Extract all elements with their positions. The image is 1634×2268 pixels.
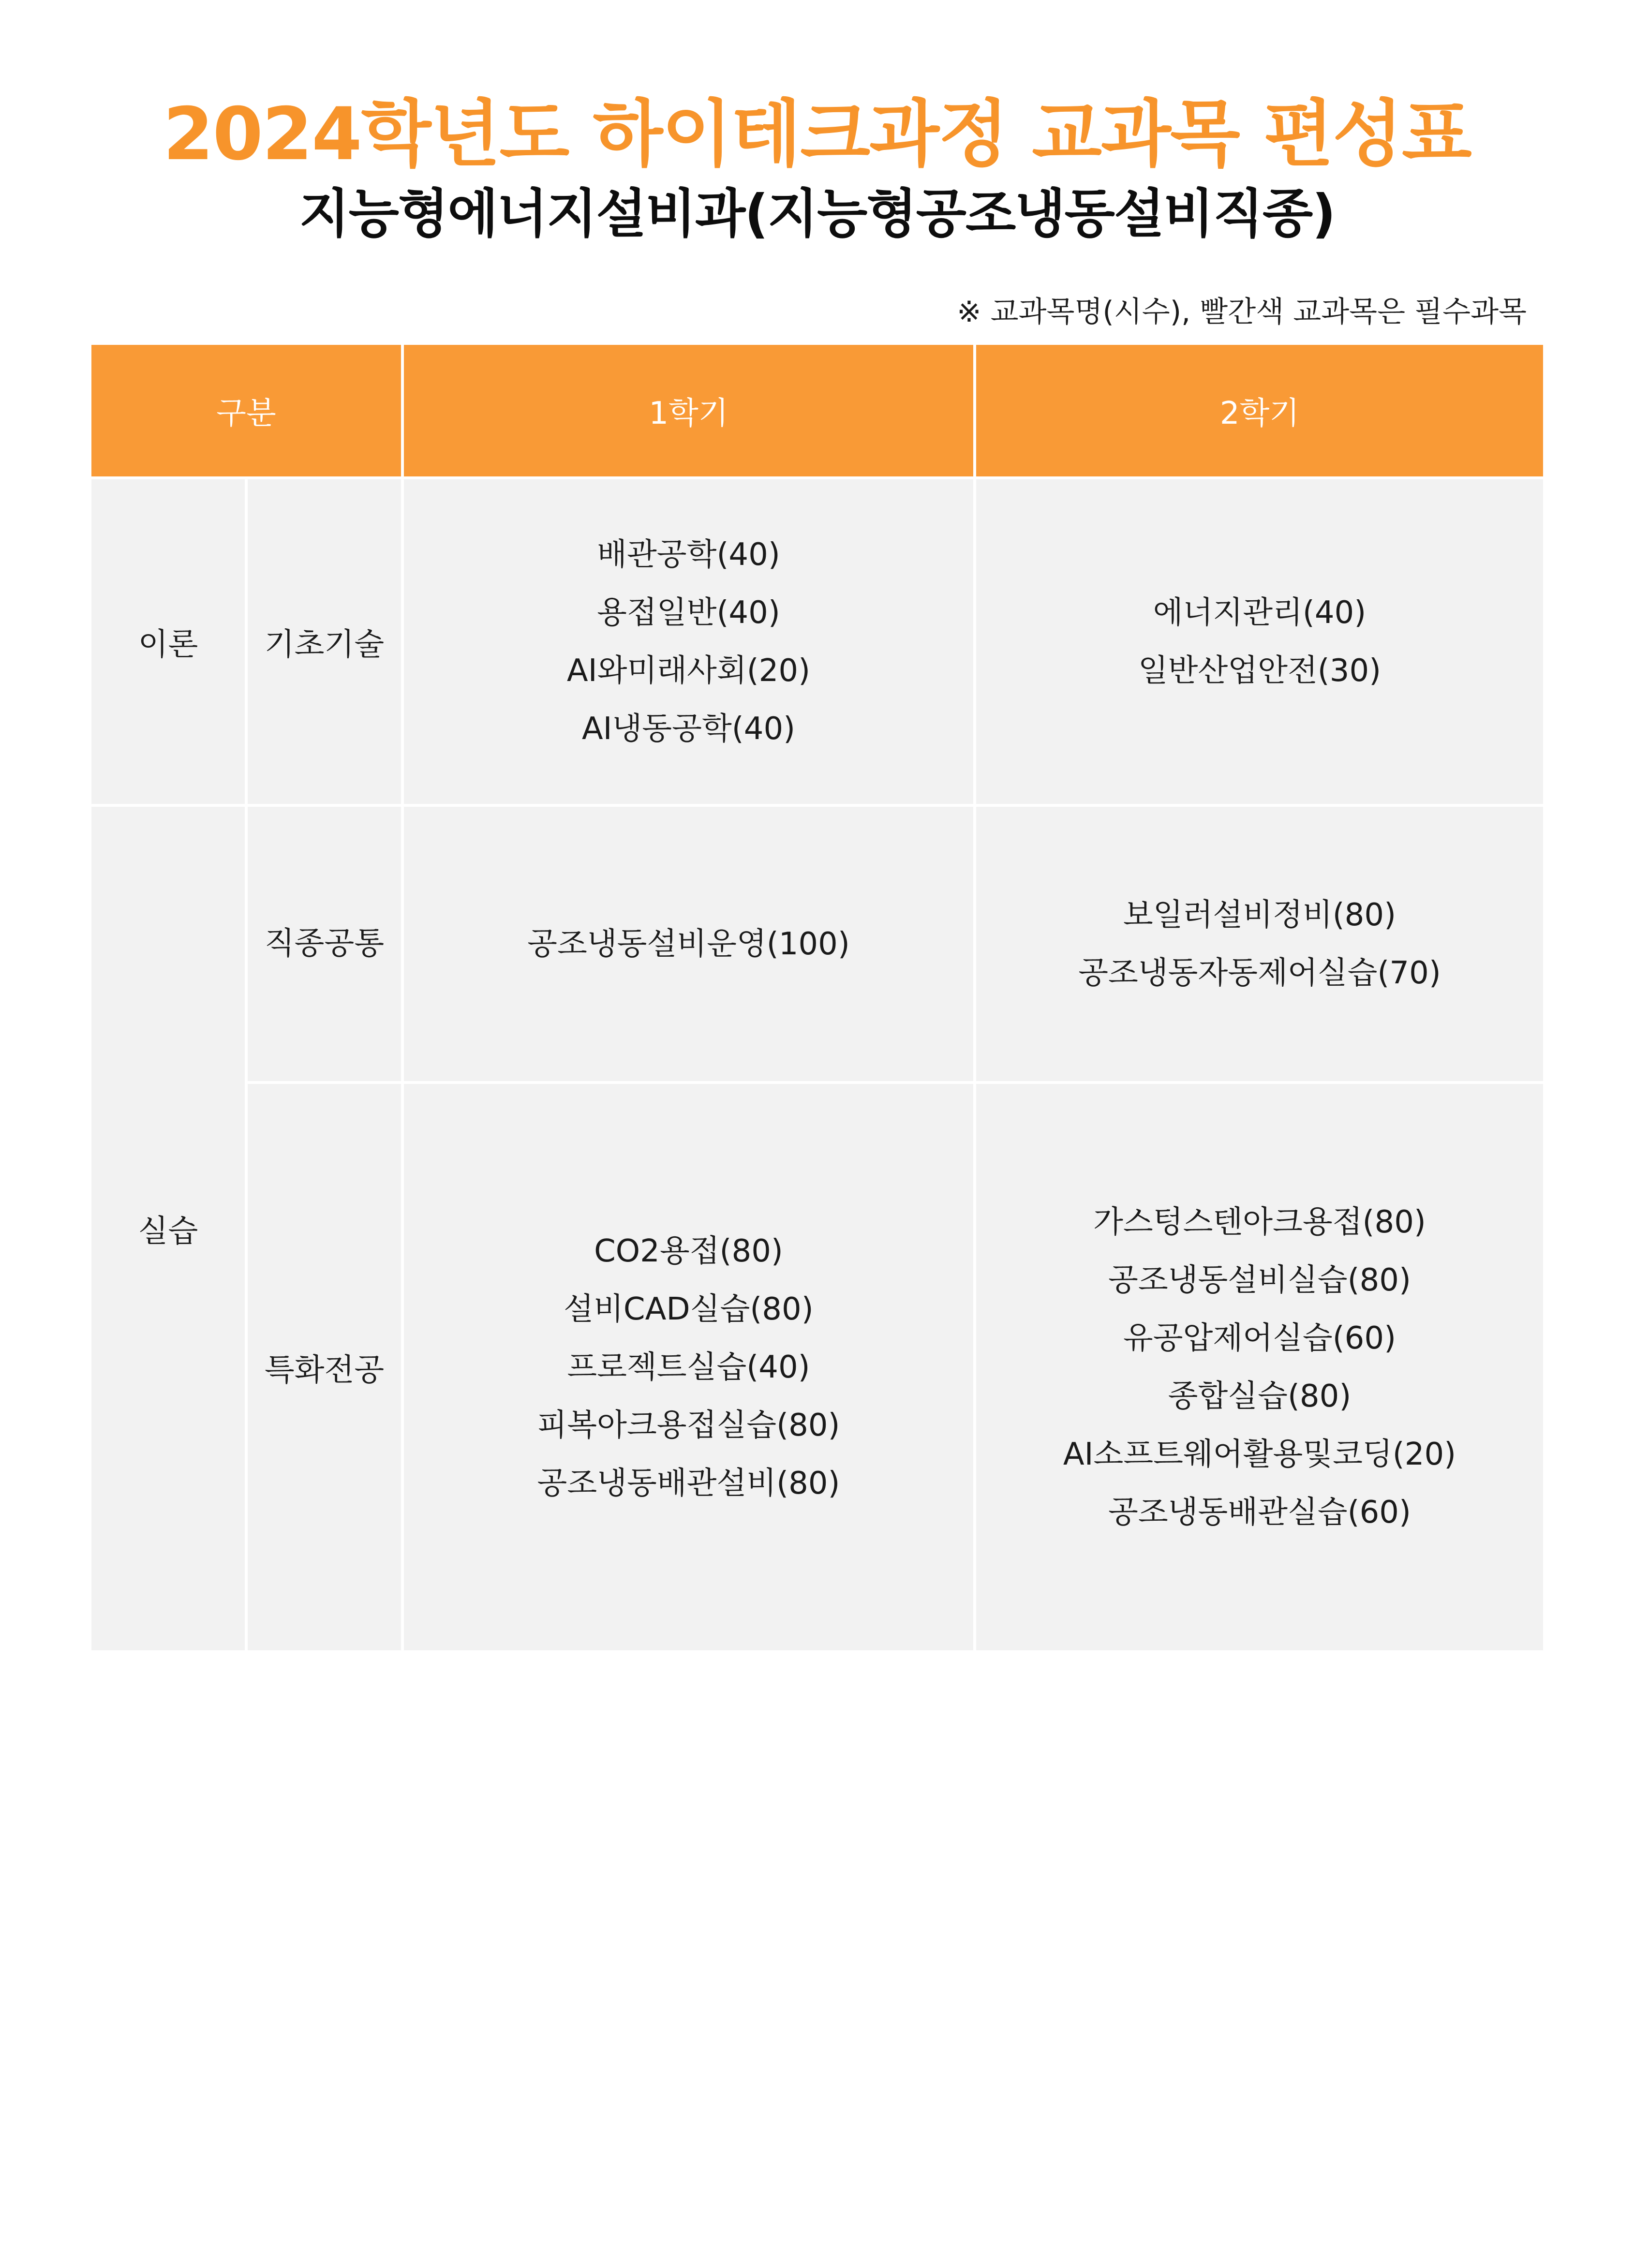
course-item: AI와미래사회(20)	[566, 652, 811, 689]
group-practice-label: 실습	[138, 1214, 198, 1249]
row-basic-label-cell	[248, 479, 401, 804]
course-item: 공조냉동설비실습(80)	[1108, 1262, 1411, 1298]
header-semester2-label: 2학기	[1219, 396, 1300, 431]
group-theory	[91, 479, 245, 804]
course-item: 프로젝트실습(40)	[567, 1349, 810, 1385]
header-category-label: 구분	[216, 396, 276, 431]
row-special-label: 특화전공	[264, 1352, 385, 1388]
course-item: 배관공학(40)	[597, 536, 780, 573]
header-category	[91, 345, 401, 476]
course-item: AI소프트웨어활용및코딩(20)	[1063, 1436, 1456, 1472]
course-item: 공조냉동배관설비(80)	[537, 1465, 840, 1501]
row-common-label-cell	[248, 807, 401, 1081]
header-semester1-label: 1학기	[649, 396, 728, 431]
page-title: 2024학년도 하이테크과정 교과목 편성표	[163, 92, 1471, 177]
course-item: CO2용접(80)	[594, 1233, 783, 1269]
row-basic-semester1	[404, 479, 973, 804]
course-item: 공조냉동설비운영(100)	[527, 926, 850, 962]
course-item: 가스텅스텐아크용접(80)	[1093, 1204, 1426, 1240]
course-item: 종합실습(80)	[1168, 1378, 1352, 1414]
legend-note: ※ 교과목명(시수), 빨간색 교과목은 필수과목	[957, 295, 1527, 329]
row-special-semester2	[976, 1084, 1543, 1650]
row-special-label-cell	[248, 1084, 401, 1650]
course-item: 공조냉동자동제어실습(70)	[1078, 955, 1441, 991]
header-semester2	[976, 345, 1543, 476]
row-basic-label: 기초기술	[264, 626, 385, 663]
group-practice	[91, 807, 245, 1650]
page-subtitle: 지능형에너지설비과(지능형공조냉동설비직종)	[299, 184, 1335, 244]
course-item: 에너지관리(40)	[1153, 594, 1367, 631]
course-item: 피복아크용접실습(80)	[537, 1407, 840, 1443]
row-common-semester2	[976, 807, 1543, 1081]
row-common-semester1	[404, 807, 973, 1081]
header-semester1	[404, 345, 973, 476]
course-item: 일반산업안전(30)	[1138, 652, 1381, 689]
course-item: 용접일반(40)	[597, 594, 780, 631]
course-item: 유공압제어실습(60)	[1123, 1320, 1396, 1356]
group-theory-label: 이론	[138, 626, 198, 663]
course-item: AI냉동공학(40)	[581, 711, 796, 747]
row-special-semester1	[404, 1084, 973, 1650]
course-item: 설비CAD실습(80)	[564, 1291, 814, 1327]
row-basic-semester2	[976, 479, 1543, 804]
row-common-label: 직종공통	[264, 925, 385, 962]
course-item: 공조냉동배관실습(60)	[1108, 1494, 1411, 1530]
course-item: 보일러설비정비(80)	[1123, 897, 1396, 933]
